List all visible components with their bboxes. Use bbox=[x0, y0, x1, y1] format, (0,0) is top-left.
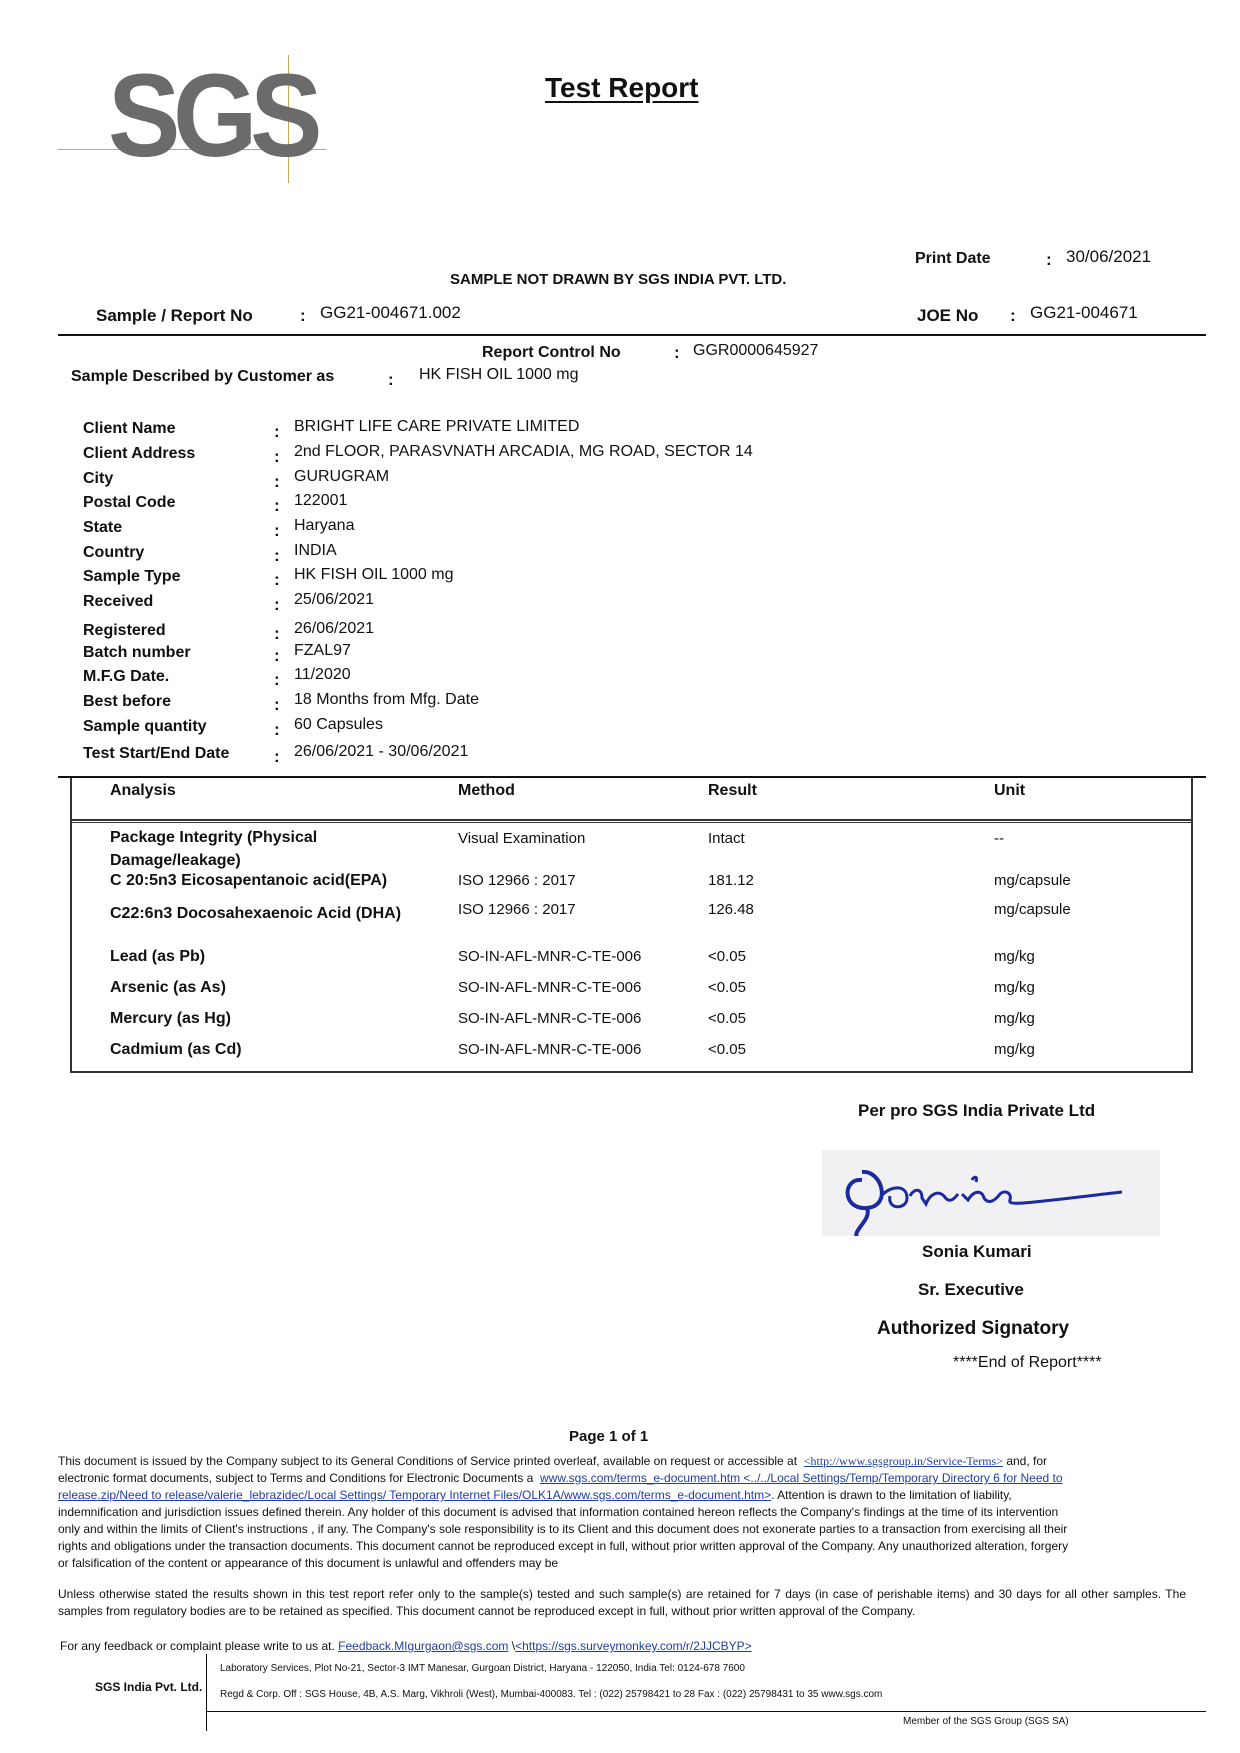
unit-cell: mg/kg bbox=[994, 1041, 1035, 1058]
end-of-report: ****End of Report**** bbox=[953, 1354, 1102, 1371]
colon: : bbox=[274, 595, 280, 614]
print-date-label: Print Date bbox=[915, 250, 991, 267]
logo-wordmark: SGS bbox=[108, 50, 316, 182]
sample-report-label: Sample / Report No bbox=[96, 306, 253, 325]
terms-text: and, for electronic format documents, subject to Terms and Conditions for Electronic Documents a bbox=[58, 1454, 1048, 1485]
client-field-label: State bbox=[83, 519, 123, 536]
analysis-cell: C 20:5n3 Eicosapentanoic acid(EPA) bbox=[110, 872, 388, 889]
analysis-table bbox=[70, 778, 1193, 1073]
page-number: Page 1 of 1 bbox=[569, 1428, 649, 1445]
result-cell: 181.12 bbox=[708, 872, 754, 889]
colon: : bbox=[300, 306, 306, 325]
colon: : bbox=[1010, 306, 1016, 325]
survey-link[interactable]: <https://sgs.surveymonkey.com/r/2JJCBYP> bbox=[515, 1639, 752, 1653]
colon: : bbox=[274, 624, 280, 643]
unit-cell: -- bbox=[994, 830, 1004, 847]
per-pro-label: Per pro SGS India Private Ltd bbox=[858, 1101, 1096, 1120]
analysis-cell: Package Integrity (Physical Damage/leakage) bbox=[110, 829, 318, 869]
column-header-analysis: Analysis bbox=[110, 782, 176, 799]
client-field-label: Received bbox=[83, 593, 154, 610]
client-field-value: Haryana bbox=[294, 517, 355, 534]
colon: : bbox=[274, 496, 280, 515]
analysis-cell: Cadmium (as Cd) bbox=[110, 1041, 242, 1058]
sgs-logo bbox=[58, 50, 326, 183]
footer-rule bbox=[206, 1711, 1206, 1712]
client-field-label: Best before bbox=[83, 693, 172, 710]
client-field-label: M.F.G Date. bbox=[83, 668, 170, 685]
unit-cell: mg/kg bbox=[994, 979, 1035, 996]
unit-cell: mg/kg bbox=[994, 1010, 1035, 1027]
report-control-label: Report Control No bbox=[482, 344, 621, 361]
method-cell: ISO 12966 : 2017 bbox=[458, 872, 576, 889]
sample-notice: SAMPLE NOT DRAWN BY SGS INDIA PVT. LTD. bbox=[450, 271, 787, 288]
client-field-value: HK FISH OIL 1000 mg bbox=[294, 566, 454, 583]
feedback-line bbox=[60, 1638, 752, 1655]
result-cell: Intact bbox=[708, 830, 745, 847]
client-field-value: 2nd FLOOR, PARASVNATH ARCADIA, MG ROAD, SECTOR 14 bbox=[294, 443, 753, 460]
colon: : bbox=[274, 447, 280, 466]
unit-cell: mg/capsule bbox=[994, 872, 1071, 889]
unit-cell: mg/kg bbox=[994, 948, 1035, 965]
client-field-value: BRIGHT LIFE CARE PRIVATE LIMITED bbox=[294, 418, 580, 435]
method-cell: SO-IN-AFL-MNR-C-TE-006 bbox=[458, 979, 642, 996]
column-header-result: Result bbox=[708, 782, 757, 799]
header-divider bbox=[72, 819, 1191, 823]
report-control-value: GGR0000645927 bbox=[693, 342, 819, 359]
client-field-value: GURUGRAM bbox=[294, 468, 390, 485]
client-field-value: 11/2020 bbox=[294, 666, 351, 683]
colon: : bbox=[274, 546, 280, 565]
analysis-cell: Lead (as Pb) bbox=[110, 948, 206, 965]
terms-paragraph bbox=[58, 1453, 1078, 1572]
colon: : bbox=[674, 343, 680, 362]
client-field-label: City bbox=[83, 470, 114, 487]
client-field-value: 25/06/2021 bbox=[294, 591, 375, 608]
e-document-link[interactable]: www.sgs.com/terms_e-document.htm <../../Local Settings/Temp/Temporary Directory 6 for Need to release.zip/Need to release/valerie_lebrazidec/Local Settings/ Temporary Internet Files/OLK1A/www.sgs.com/terms_e-document.htm> bbox=[58, 1471, 1063, 1502]
result-cell: <0.05 bbox=[708, 1010, 746, 1027]
colon: : bbox=[274, 747, 280, 766]
analysis-cell: Mercury (as Hg) bbox=[110, 1010, 231, 1027]
page-title: Test Report bbox=[545, 72, 699, 103]
feedback-text: For any feedback or complaint please write to us at. bbox=[60, 1639, 335, 1653]
client-field-label: Sample Type bbox=[83, 568, 181, 585]
handwritten-signature bbox=[822, 1150, 1160, 1236]
regd-address: Regd & Corp. Off : SGS House, 4B, A.S. Marg, Vikhroli (West), Mumbai-400083. Tel : (022) 25798421 to 28 Fax : (022) 25798431 to 35 www.sgs.com bbox=[220, 1689, 883, 1700]
colon: : bbox=[274, 670, 280, 689]
signatory-name: Sonia Kumari bbox=[922, 1242, 1032, 1261]
signature-image bbox=[822, 1150, 1160, 1236]
client-field-label: Sample quantity bbox=[83, 718, 207, 735]
client-field-label: Client Name bbox=[83, 420, 176, 437]
method-cell: SO-IN-AFL-MNR-C-TE-006 bbox=[458, 948, 642, 965]
result-cell: 126.48 bbox=[708, 901, 754, 918]
feedback-email-link[interactable]: Feedback.MIgurgaon@sgs.com bbox=[338, 1639, 509, 1653]
colon: : bbox=[388, 370, 394, 389]
colon: : bbox=[274, 720, 280, 739]
described-value: HK FISH OIL 1000 mg bbox=[419, 366, 579, 383]
client-field-value: 26/06/2021 bbox=[294, 620, 375, 637]
method-cell: SO-IN-AFL-MNR-C-TE-006 bbox=[458, 1010, 642, 1027]
result-cell: <0.05 bbox=[708, 979, 746, 996]
joe-value: GG21-004671 bbox=[1030, 303, 1138, 322]
colon: : bbox=[274, 570, 280, 589]
retention-paragraph: Unless otherwise stated the results shown in this test report refer only to the sample(s) tested and such sample(s) are retained for 7 days (in case of perishable items) and 30 days for all other samples. The samples from regulatory bodies are to be retained as specified. This document cannot be reproduced except in full, without prior written approval of the Company. bbox=[58, 1587, 1186, 1618]
footer-divider bbox=[206, 1654, 207, 1731]
client-field-value: 60 Capsules bbox=[294, 716, 383, 733]
colon: : bbox=[1046, 250, 1052, 269]
colon: : bbox=[274, 422, 280, 441]
analysis-cell: Arsenic (as As) bbox=[110, 979, 226, 996]
client-field-label: Test Start/End Date bbox=[83, 745, 230, 762]
client-field-value: 18 Months from Mfg. Date bbox=[294, 691, 479, 708]
colon: : bbox=[274, 695, 280, 714]
method-cell: ISO 12966 : 2017 bbox=[458, 901, 576, 918]
client-field-value: INDIA bbox=[294, 542, 337, 559]
terms-text: . Attention is drawn to the limitation of liability, indemnification and jurisdiction issues defined therein. Any holder of this document is advised that information contained hereon reflects the Company's findings at the time of its intervention only and within the limits of Client's instructions , if any. The Company's sole responsibility is to its Client and this document does not exonerate parties to a transaction from exercising all their rights and obligations under the transaction documents. This document cannot be reproduced except in full, without prior written approval of the Company. Any unauthorized alteration, forgery or falsification of the content or appearance of this document is unlawful and offenders may be bbox=[58, 1488, 1069, 1570]
sample-report-value: GG21-004671.002 bbox=[320, 303, 461, 322]
method-cell: Visual Examination bbox=[458, 830, 586, 847]
print-date-value: 30/06/2021 bbox=[1066, 247, 1152, 266]
result-cell: <0.05 bbox=[708, 948, 746, 965]
column-header-method: Method bbox=[458, 782, 515, 799]
colon: : bbox=[274, 646, 280, 665]
member-note: Member of the SGS Group (SGS SA) bbox=[903, 1716, 1069, 1727]
client-field-label: Postal Code bbox=[83, 494, 176, 511]
lab-address: Laboratory Services, Plot No-21, Sector-3 IMT Manesar, Gurgoan District, Haryana - 122050, India Tel: 0124-678 7600 bbox=[220, 1663, 745, 1674]
client-field-label: Registered bbox=[83, 622, 166, 639]
client-field-value: FZAL97 bbox=[294, 642, 351, 659]
feedback-separator: \ bbox=[508, 1639, 516, 1653]
authorized-signatory: Authorized Signatory bbox=[877, 1318, 1070, 1339]
client-field-label: Batch number bbox=[83, 644, 191, 661]
company-name: SGS India Pvt. Ltd. bbox=[95, 1680, 203, 1694]
unit-cell: mg/capsule bbox=[994, 901, 1071, 918]
joe-label: JOE No bbox=[917, 306, 979, 325]
terms-text: This document is issued by the Company subject to its General Conditions of Service printed overleaf, available on request or accessible at bbox=[58, 1454, 798, 1468]
client-field-value: 26/06/2021 - 30/06/2021 bbox=[294, 743, 469, 760]
result-cell: <0.05 bbox=[708, 1041, 746, 1058]
method-cell: SO-IN-AFL-MNR-C-TE-006 bbox=[458, 1041, 642, 1058]
client-field-value: 122001 bbox=[294, 492, 348, 509]
column-header-unit: Unit bbox=[994, 782, 1026, 799]
colon: : bbox=[274, 521, 280, 540]
colon: : bbox=[274, 472, 280, 491]
analysis-cell: C22:6n3 Docosahexaenoic Acid (DHA) bbox=[110, 905, 402, 922]
described-label: Sample Described by Customer as bbox=[71, 368, 335, 385]
service-terms-link[interactable]: <http://www.sgsgroup.in/Service-Terms> bbox=[803, 1454, 1003, 1468]
signatory-designation: Sr. Executive bbox=[918, 1280, 1024, 1299]
client-field-label: Country bbox=[83, 544, 145, 561]
header-rule bbox=[58, 334, 1206, 336]
client-field-label: Client Address bbox=[83, 445, 196, 462]
